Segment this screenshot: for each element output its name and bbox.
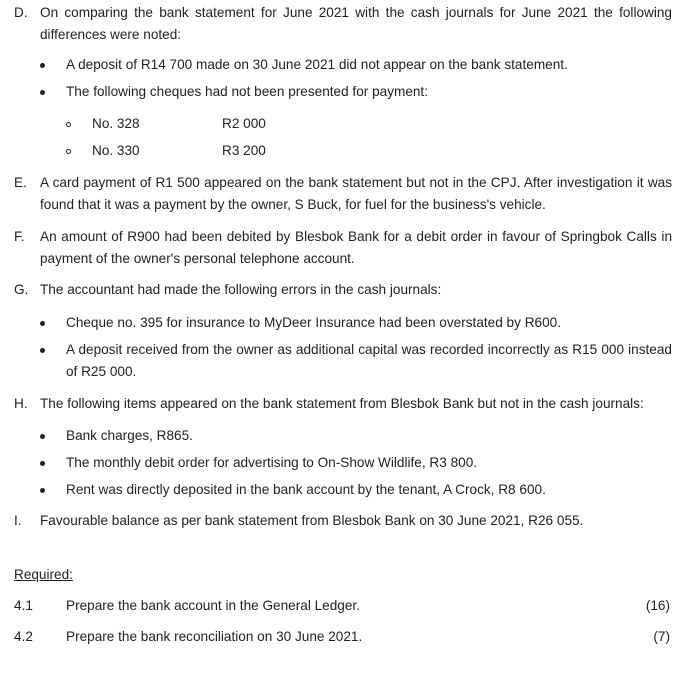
bullet-icon [40,63,45,68]
task-marks-4-2: (7) [653,629,670,644]
task-number-4-1: 4.1 [14,598,33,613]
task-marks-4-1: (16) [645,598,670,613]
item-d-bullet-1: A deposit of R14 700 made on 30 June 2021 did not appear on the bank statement. [66,57,568,72]
item-label-f: F. [14,229,25,244]
bullet-icon [40,90,45,95]
item-g-bullet-1: Cheque no. 395 for insurance to MyDeer Insurance had been overstated by R600. [66,315,561,330]
item-g-bullet-2: A deposit received from the owner as additional capital was recorded incorrectly as R15 000 instead of R25 000. [66,342,672,379]
item-h-bullet-2: The monthly debit order for advertising to On-Show Wildlife, R3 800. [66,455,478,470]
item-d-text: On comparing the bank statement for June 2021 with the cash journals for June 2021 the following differences were noted: [40,5,672,42]
bullet-icon [40,321,45,326]
item-g-text: The accountant had made the following errors in the cash journals: [40,282,442,297]
item-h-bullet-1: Bank charges, R865. [66,428,193,443]
bullet-icon [40,348,45,353]
item-label-i: I. [14,513,22,528]
cheque-number-2: No. 330 [92,143,140,158]
item-i-text: Favourable balance as per bank statement from Blesbok Bank on 30 June 2021, R26 055. [40,513,584,528]
item-f-text: An amount of R900 had been debited by Blesbok Bank for a debit order in favour of Springbok Calls in payment of the owner's personal telephone account. [40,229,672,266]
cheque-number-1: No. 328 [92,116,140,131]
cheque-amount-1: R2 000 [222,116,266,131]
bullet-icon [40,461,45,466]
required-heading: Required: [14,567,73,582]
item-e-text: A card payment of R1 500 appeared on the bank statement but not in the CPJ. After investigation it was found that it was a payment by the owner, S Buck, for fuel for the business's vehicle. [40,175,672,212]
bullet-icon [40,434,45,439]
circle-bullet-icon [66,149,71,154]
cheque-amount-2: R3 200 [222,143,266,158]
item-d-bullet-2: The following cheques had not been presented for payment: [66,84,428,99]
item-label-d: D. [14,5,28,20]
item-label-h: H. [14,396,28,411]
bullet-icon [40,488,45,493]
item-label-e: E. [14,175,27,190]
circle-bullet-icon [66,122,71,127]
item-h-text: The following items appeared on the bank statement from Blesbok Bank but not in the cash journals: [40,396,644,411]
task-text-4-2: Prepare the bank reconciliation on 30 June 2021. [66,629,363,644]
task-number-4-2: 4.2 [14,629,33,644]
task-text-4-1: Prepare the bank account in the General Ledger. [66,598,360,613]
item-label-g: G. [14,282,29,297]
item-h-bullet-3: Rent was directly deposited in the bank account by the tenant, A Crock, R8 600. [66,482,546,497]
